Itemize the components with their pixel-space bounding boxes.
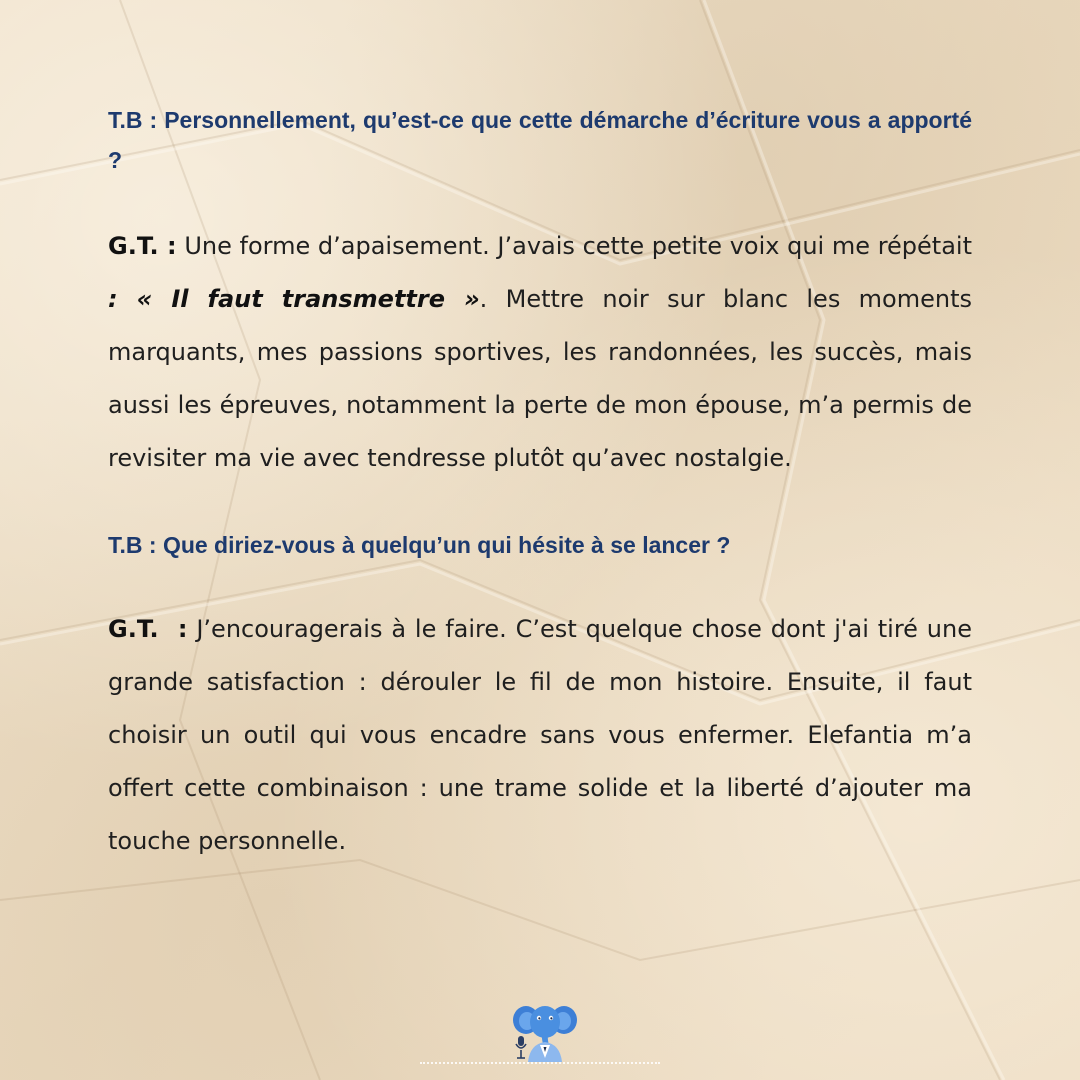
footer-divider: [420, 1062, 660, 1064]
answer-1: [108, 220, 972, 485]
answer-2-text: J’encouragerais à le faire. C’est quelque chose dont j'ai tiré une grande satisfaction : dérouler le fil de mon histoire. Ensuite, il faut choisir un outil qui vous encadre sans vous enfermer. Elefantia m’a offert cette combinaison : une trame solide et la liberté d’ajouter ma touche personnelle.: [108, 615, 972, 855]
interview-content: [108, 100, 972, 868]
elephant-podcast-icon: [512, 1000, 578, 1062]
elephant-logo: [512, 1000, 578, 1062]
answer-1-quote: : « Il faut transmettre »: [108, 285, 480, 313]
answer-1-text-part1: Une forme d’apaisement. J’avais cette petite voix qui me répétait: [176, 232, 972, 260]
answer-1-speaker: G.T. :: [108, 232, 177, 260]
answer-2-speaker: G.T. :: [108, 615, 188, 643]
answer-2: [108, 603, 972, 868]
answer-1-text-part2: . Mettre noir sur blanc les moments marquants, mes passions sportives, les randonnées, les succès, mais aussi les épreuves, notamment la perte de mon épouse, m’a permis de revisiter ma vie avec tendresse plutôt qu’avec nostalgie.: [108, 285, 972, 472]
question-2: T.B : Que diriez-vous à quelqu’un qui hésite à se lancer ?: [108, 532, 731, 558]
question-1: T.B : Personnellement, qu’est-ce que cette démarche d’écriture vous a apporté ?: [108, 107, 972, 173]
